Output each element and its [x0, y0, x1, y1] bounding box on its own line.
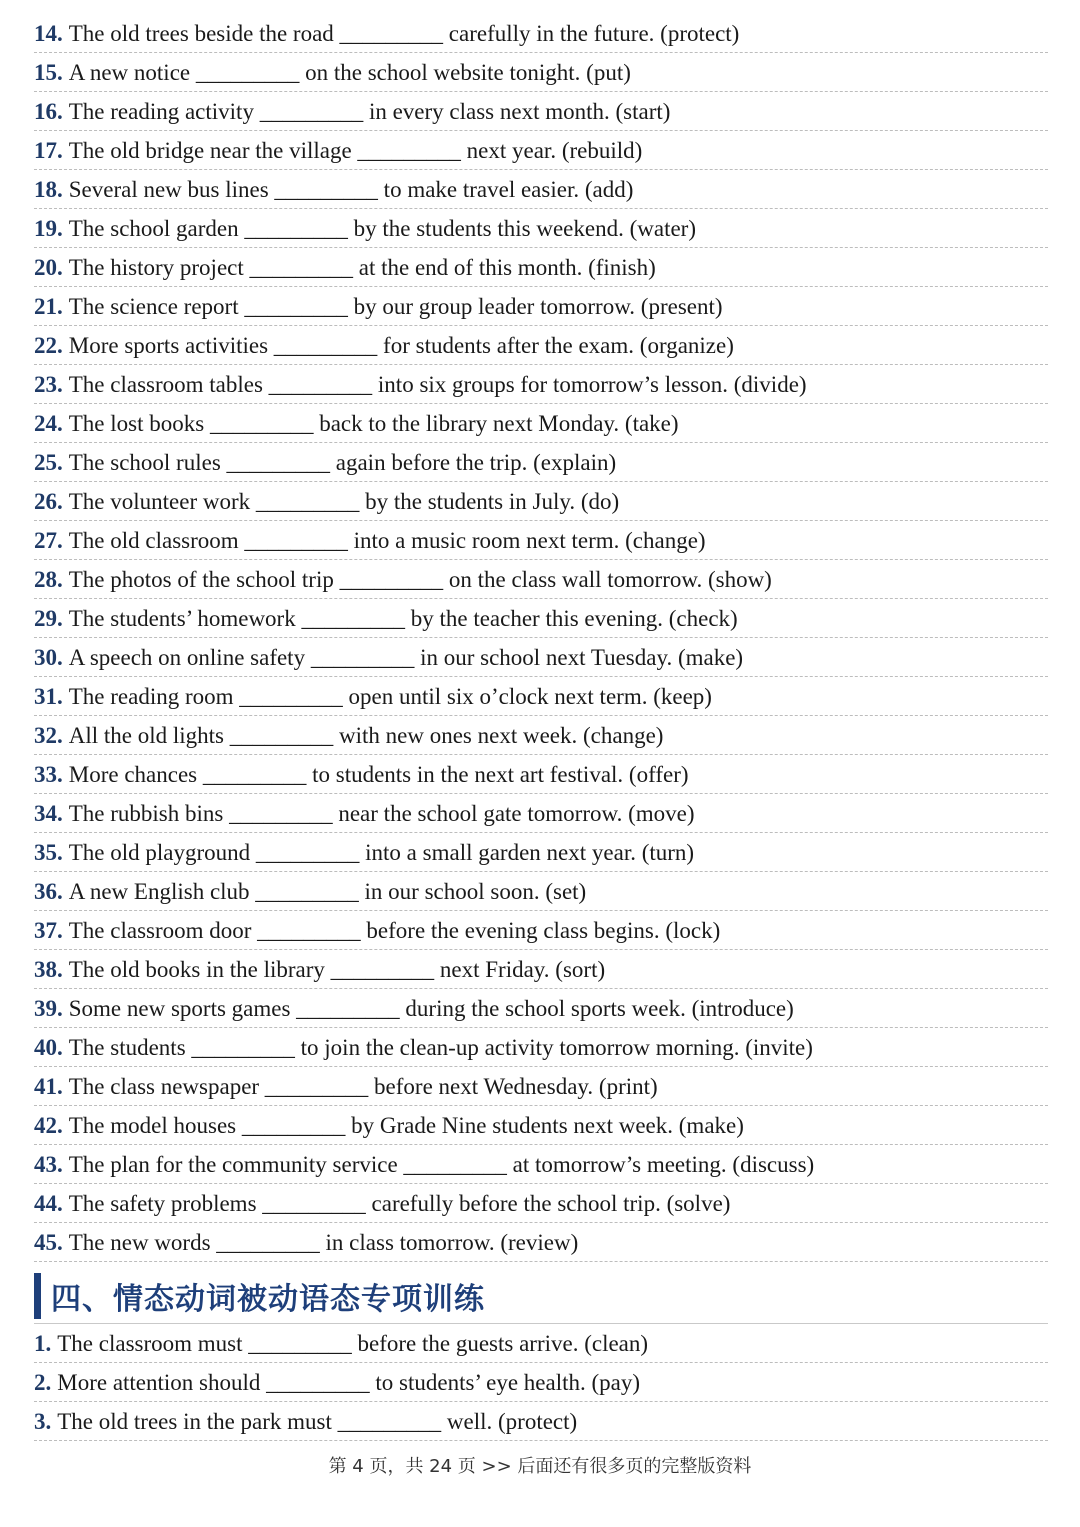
question-number: 40.: [34, 1034, 63, 1060]
question-text: A speech on online safety _________ in our school next Tuesday. (make): [68, 644, 744, 670]
question-number: 25.: [34, 449, 63, 475]
question-row: [34, 482, 1048, 521]
question-number: 22.: [34, 332, 63, 358]
question-text: The school rules _________ again before the trip. (explain): [68, 449, 617, 475]
question-row: [34, 1324, 1048, 1363]
question-row: [34, 755, 1048, 794]
question-number: 3.: [34, 1408, 52, 1434]
question-number: 26.: [34, 488, 63, 514]
question-text: The old books in the library _________ next Friday. (sort): [68, 956, 606, 982]
question-row: [34, 326, 1048, 365]
question-text: The students’ homework _________ by the teacher this evening. (check): [68, 605, 738, 631]
question-number: 1.: [34, 1330, 52, 1356]
question-number: 38.: [34, 956, 63, 982]
question-text: The school garden _________ by the students this weekend. (water): [68, 215, 696, 241]
question-number: 41.: [34, 1073, 63, 1099]
question-number: 18.: [34, 176, 63, 202]
question-number: 34.: [34, 800, 63, 826]
question-number: 20.: [34, 254, 63, 280]
question-row: [34, 53, 1048, 92]
question-number: 19.: [34, 215, 63, 241]
question-row: [34, 638, 1048, 677]
question-list-section4: [34, 1324, 1048, 1441]
question-text: The classroom must _________ before the guests arrive. (clean): [57, 1330, 649, 1356]
question-text: The classroom door _________ before the evening class begins. (lock): [68, 917, 721, 943]
question-row: [34, 560, 1048, 599]
question-text: The safety problems _________ carefully before the school trip. (solve): [68, 1190, 731, 1216]
question-number: 2.: [34, 1369, 52, 1395]
question-text: The old classroom _________ into a music room next term. (change): [68, 527, 706, 553]
question-text: The science report _________ by our group leader tomorrow. (present): [68, 293, 723, 319]
question-row: [34, 521, 1048, 560]
question-row: [34, 1145, 1048, 1184]
question-row: [34, 1184, 1048, 1223]
question-number: 42.: [34, 1112, 63, 1138]
question-text: Some new sports games _________ during the school sports week. (introduce): [68, 995, 794, 1021]
question-text: The classroom tables _________ into six groups for tomorrow’s lesson. (divide): [68, 371, 807, 397]
question-text: A new notice _________ on the school website tonight. (put): [68, 59, 631, 85]
question-number: 37.: [34, 917, 63, 943]
question-text: All the old lights _________ with new ones next week. (change): [68, 722, 664, 748]
question-text: The reading activity _________ in every class next month. (start): [68, 98, 671, 124]
question-number: 29.: [34, 605, 63, 631]
question-row: [34, 1363, 1048, 1402]
page-footer: 第 4 页，共 24 页 >> 后面还有很多页的完整版资料: [328, 1456, 752, 1477]
question-number: 27.: [34, 527, 63, 553]
question-text: The old trees in the park must _________ well. (protect): [57, 1408, 578, 1434]
question-text: The lost books _________ back to the library next Monday. (take): [68, 410, 679, 436]
question-text: The students _________ to join the clean-up activity tomorrow morning. (invite): [68, 1034, 813, 1060]
question-list-part3: [34, 14, 1048, 1262]
question-text: The reading room _________ open until six o’clock next term. (keep): [68, 683, 712, 709]
question-row: [34, 248, 1048, 287]
question-number: 35.: [34, 839, 63, 865]
question-number: 24.: [34, 410, 63, 436]
question-number: 36.: [34, 878, 63, 904]
question-row: [34, 716, 1048, 755]
question-text: The history project _________ at the end of this month. (finish): [68, 254, 656, 280]
question-row: [34, 677, 1048, 716]
question-text: Several new bus lines _________ to make travel easier. (add): [68, 176, 634, 202]
question-text: The new words _________ in class tomorrow. (review): [68, 1229, 579, 1255]
question-row: [34, 1402, 1048, 1441]
question-text: The old bridge near the village _________ next year. (rebuild): [68, 137, 643, 163]
question-text: More attention should _________ to students’ eye health. (pay): [57, 1369, 641, 1395]
question-row: [34, 1028, 1048, 1067]
question-text: A new English club _________ in our school soon. (set): [68, 878, 587, 904]
question-number: 17.: [34, 137, 63, 163]
question-text: The volunteer work _________ by the students in July. (do): [68, 488, 620, 514]
question-row: [34, 833, 1048, 872]
question-number: 21.: [34, 293, 63, 319]
question-text: The model houses _________ by Grade Nine students next week. (make): [68, 1112, 744, 1138]
question-number: 33.: [34, 761, 63, 787]
question-row: [34, 1106, 1048, 1145]
question-number: 45.: [34, 1229, 63, 1255]
question-row: [34, 794, 1048, 833]
question-text: The class newspaper _________ before next Wednesday. (print): [68, 1073, 658, 1099]
question-text: The old trees beside the road _________ carefully in the future. (protect): [68, 20, 740, 46]
question-row: [34, 911, 1048, 950]
question-text: The plan for the community service _________ at tomorrow’s meeting. (discuss): [68, 1151, 815, 1177]
question-text: The old playground _________ into a small garden next year. (turn): [68, 839, 695, 865]
worksheet-page: [34, 14, 1048, 1441]
question-text: The photos of the school trip _________ on the class wall tomorrow. (show): [68, 566, 772, 592]
question-number: 23.: [34, 371, 63, 397]
question-number: 28.: [34, 566, 63, 592]
question-row: [34, 989, 1048, 1028]
question-row: [34, 1067, 1048, 1106]
question-number: 16.: [34, 98, 63, 124]
section-header: [34, 1268, 1048, 1324]
question-row: [34, 92, 1048, 131]
question-text: More chances _________ to students in the next art festival. (offer): [68, 761, 689, 787]
question-row: [34, 209, 1048, 248]
question-row: [34, 872, 1048, 911]
question-text: More sports activities _________ for students after the exam. (organize): [68, 332, 734, 358]
question-row: [34, 365, 1048, 404]
question-number: 31.: [34, 683, 63, 709]
question-row: [34, 404, 1048, 443]
question-row: [34, 14, 1048, 53]
question-row: [34, 599, 1048, 638]
question-text: The rubbish bins _________ near the school gate tomorrow. (move): [68, 800, 695, 826]
question-number: 32.: [34, 722, 63, 748]
question-row: [34, 131, 1048, 170]
question-row: [34, 170, 1048, 209]
question-number: 39.: [34, 995, 63, 1021]
question-number: 15.: [34, 59, 63, 85]
question-number: 14.: [34, 20, 63, 46]
question-row: [34, 1223, 1048, 1262]
question-row: [34, 287, 1048, 326]
question-number: 44.: [34, 1190, 63, 1216]
section-title: 四、情态动词被动语态专项训练: [51, 1281, 485, 1317]
question-row: [34, 950, 1048, 989]
question-row: [34, 443, 1048, 482]
section-accent-bar: [34, 1273, 41, 1319]
question-number: 43.: [34, 1151, 63, 1177]
question-number: 30.: [34, 644, 63, 670]
